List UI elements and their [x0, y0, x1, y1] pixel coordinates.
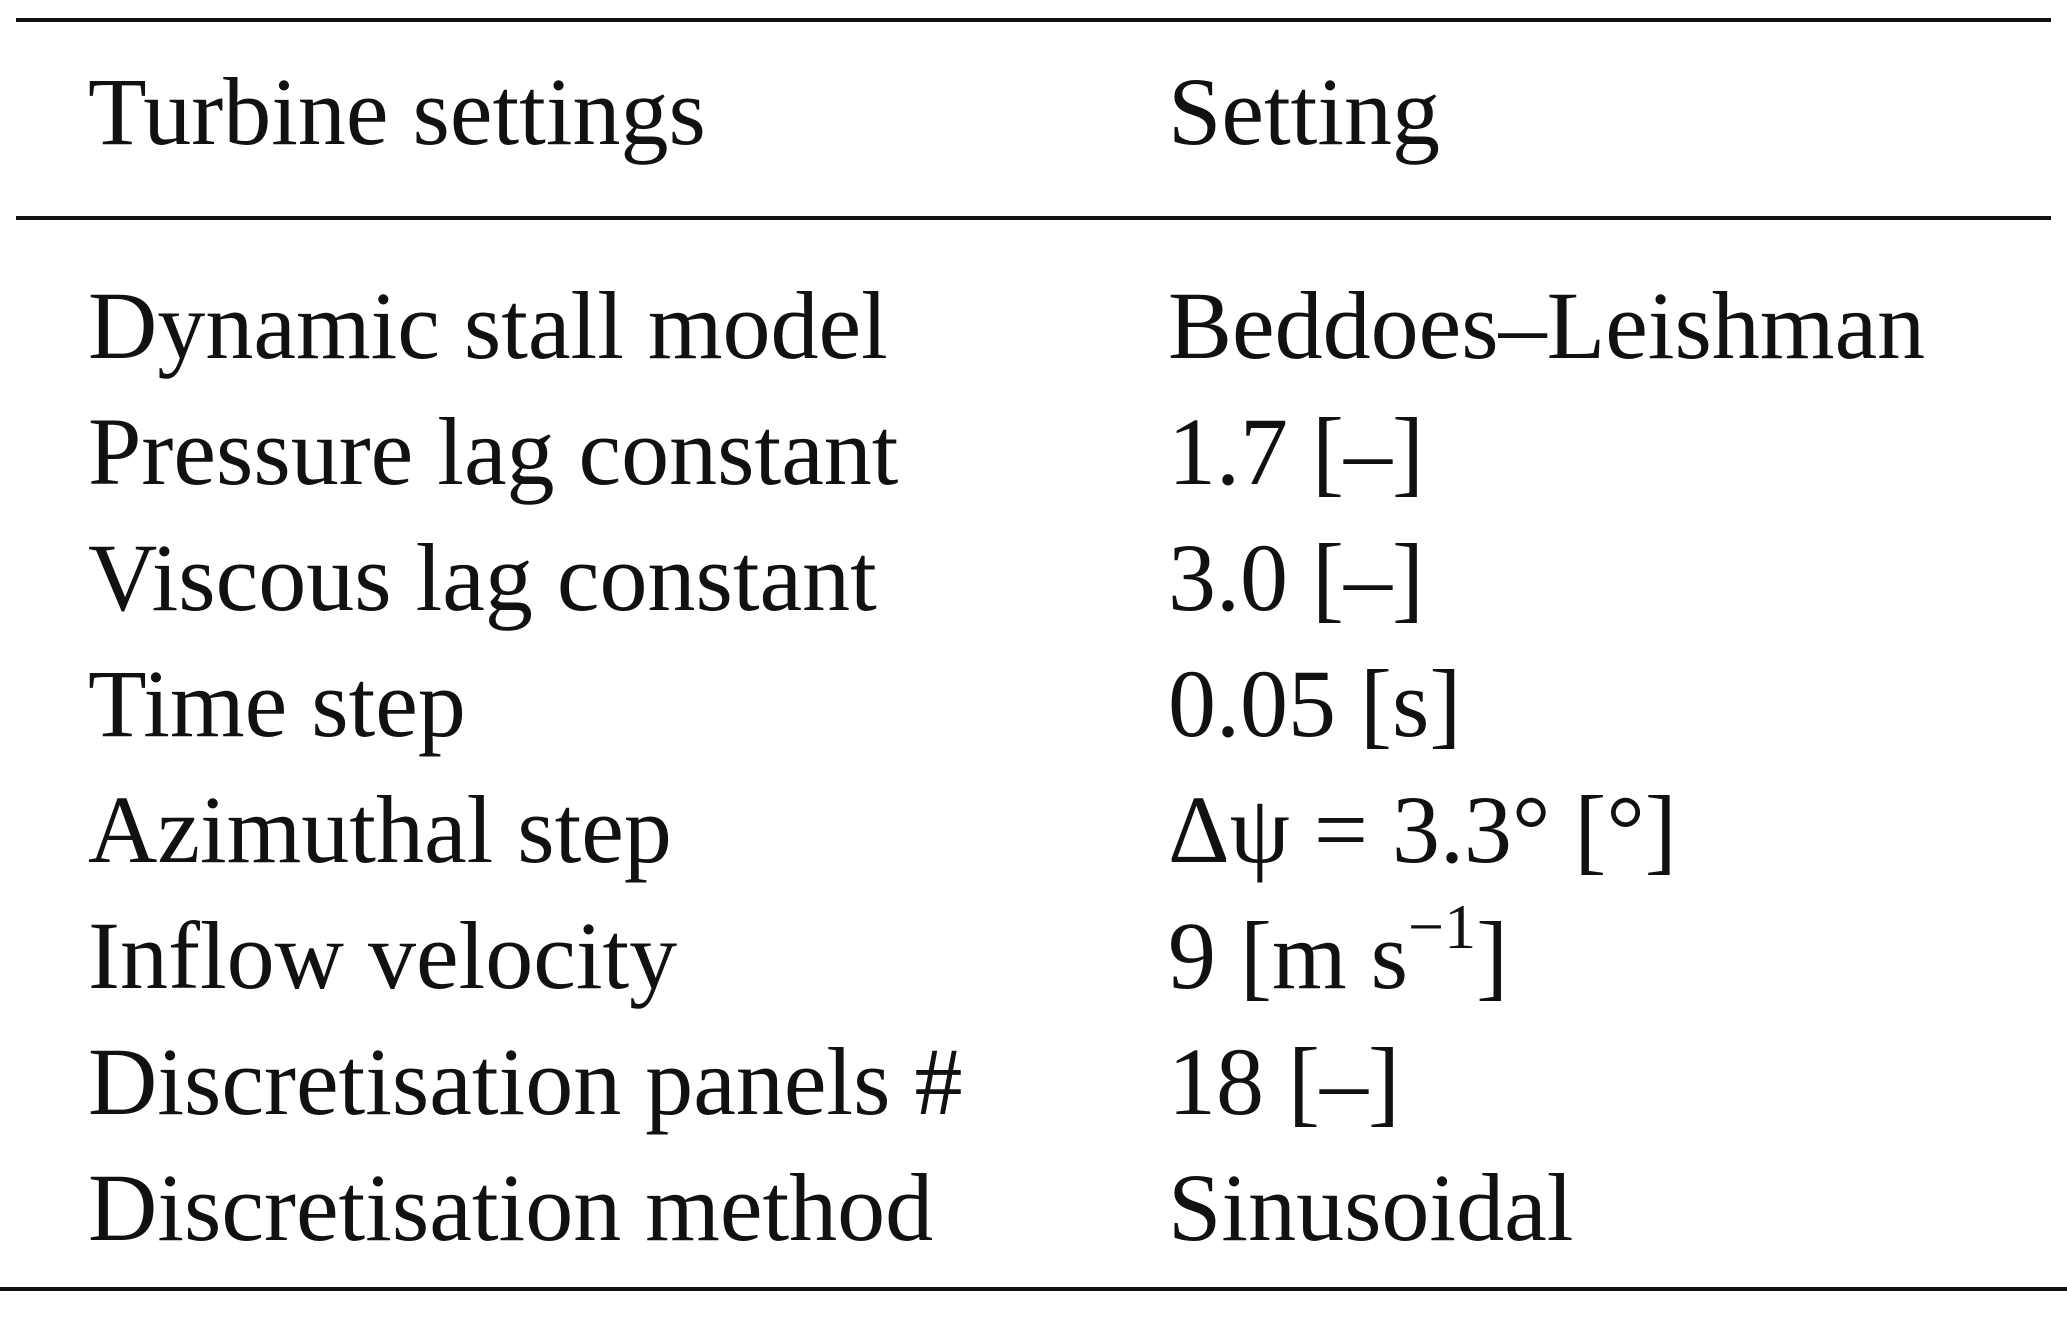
table-row: [16, 650, 2051, 782]
row-value: 0.05 [s]: [1168, 650, 1462, 757]
row-label: Viscous lag constant: [88, 524, 877, 631]
row-label: Dynamic stall model: [88, 272, 888, 379]
row-value-superscript: −1: [1408, 891, 1477, 962]
row-label: Discretisation method: [88, 1154, 934, 1261]
header-setting: Setting: [1168, 58, 1441, 165]
row-value: Beddoes–Leishman: [1168, 272, 1926, 379]
row-label: Azimuthal step: [88, 776, 672, 883]
settings-table: [16, 18, 2051, 1310]
row-label: Pressure lag constant: [88, 398, 899, 505]
table-row: [16, 1154, 2051, 1286]
table-body: [16, 220, 2051, 1310]
header-turbine-settings: Turbine settings: [88, 58, 706, 165]
row-value-end: ]: [1476, 902, 1509, 1009]
table-row: [16, 398, 2051, 530]
row-value-group: [1168, 891, 1509, 1009]
row-value: 3.0 [–]: [1168, 524, 1424, 631]
row-label: Discretisation panels #: [88, 1028, 963, 1135]
bottom-rule: [0, 1287, 2067, 1291]
table-header-row: [16, 22, 2051, 216]
row-value: 18 [–]: [1168, 1028, 1400, 1135]
table-row: [16, 272, 2051, 404]
row-value: 9 [m s: [1168, 902, 1408, 1009]
table-row: [16, 1028, 2051, 1160]
row-value: 1.7 [–]: [1168, 398, 1424, 505]
table-row: [16, 891, 2051, 1034]
table-row: [16, 524, 2051, 656]
row-value: Sinusoidal: [1168, 1154, 1574, 1261]
row-value: Δψ = 3.3° [°]: [1168, 776, 1677, 883]
row-label: Inflow velocity: [88, 902, 678, 1009]
table-row: [16, 776, 2051, 908]
row-label: Time step: [88, 650, 466, 757]
